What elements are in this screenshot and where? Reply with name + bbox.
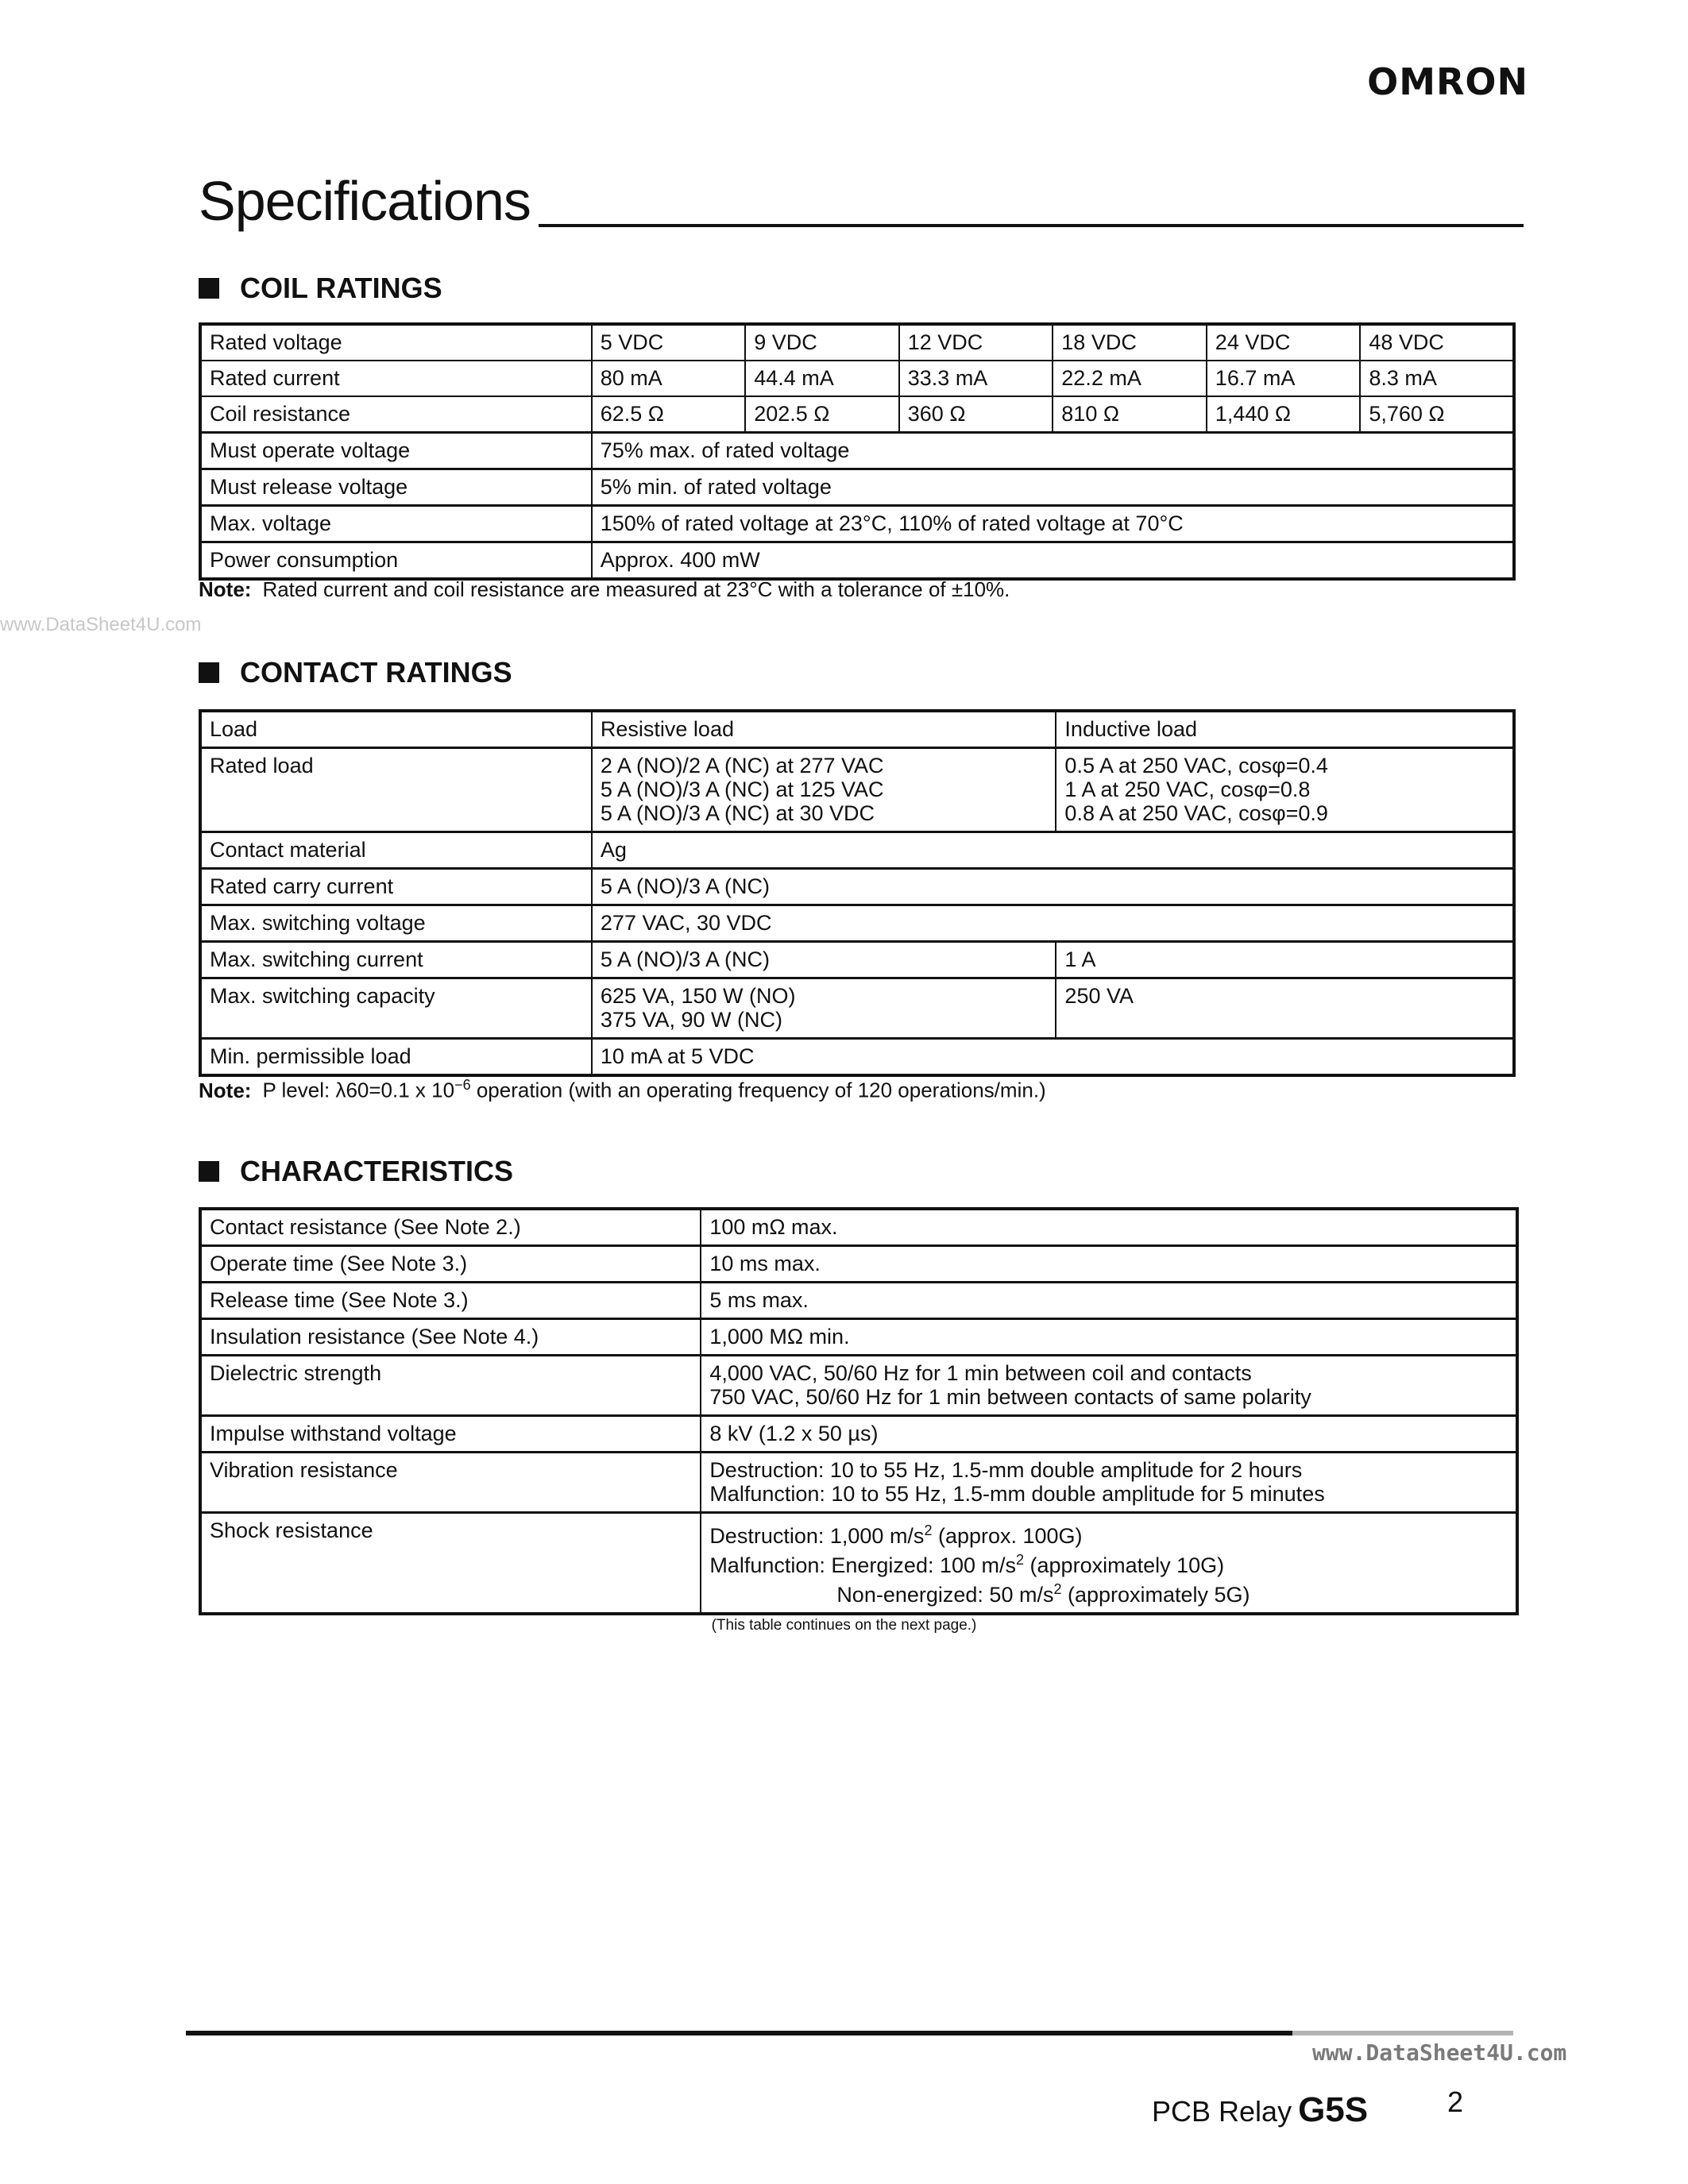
cell: 9 VDC xyxy=(745,324,899,361)
row-label: Max. switching voltage xyxy=(200,905,592,942)
table-row xyxy=(200,942,1514,978)
shock-line-1b: (approx. 100G) xyxy=(932,1524,1083,1548)
row-label: Insulation resistance (See Note 4.) xyxy=(200,1319,701,1356)
row-label: Impulse withstand voltage xyxy=(200,1416,701,1453)
cell-line: 375 VA, 90 W (NC) xyxy=(600,1008,782,1032)
table-row xyxy=(200,469,1514,506)
cell: 10 mA at 5 VDC xyxy=(592,1039,1514,1076)
table-row xyxy=(200,1319,1517,1356)
shock-line-3b: (approximately 5G) xyxy=(1061,1583,1250,1607)
table-row xyxy=(200,1453,1517,1513)
table-row xyxy=(200,433,1514,469)
cell: 62.5 Ω xyxy=(592,396,746,433)
page-number: 2 xyxy=(1447,2086,1464,2118)
note-text: Rated current and coil resistance are measured at 23°C with a tolerance of ±10%. xyxy=(262,577,1010,601)
contact-ratings-note xyxy=(199,1077,1046,1103)
row-label: Max. voltage xyxy=(200,506,592,542)
cell-line: 625 VA, 150 W (NO) xyxy=(600,984,796,1008)
column-header: Inductive load xyxy=(1056,711,1514,748)
cell: 1,000 MΩ min. xyxy=(701,1319,1517,1356)
cell xyxy=(1056,748,1514,832)
table-row xyxy=(200,324,1514,361)
cell xyxy=(701,1356,1517,1416)
footer-rule xyxy=(186,2031,1292,2035)
cell-line: 2 A (NO)/2 A (NC) at 277 VAC xyxy=(600,754,884,778)
characteristics-title: CHARACTERISTICS xyxy=(240,1155,514,1187)
cell-line: 750 VAC, 50/60 Hz for 1 min between contacts of same polarity xyxy=(709,1385,1311,1409)
row-label: Contact material xyxy=(200,832,592,869)
table-row xyxy=(200,905,1514,942)
cell: 12 VDC xyxy=(899,324,1053,361)
cell: 80 mA xyxy=(592,361,746,396)
table-row xyxy=(200,832,1514,869)
shock-line-2a: Malfunction: Energized: 100 m/s xyxy=(709,1553,1017,1577)
cell: Approx. 400 mW xyxy=(592,542,1514,580)
cell: 5 VDC xyxy=(592,324,746,361)
note-text-suffix: operation (with an operating frequency of 120 operations/min.) xyxy=(470,1078,1046,1102)
cell: 16.7 mA xyxy=(1207,361,1361,396)
table-row xyxy=(200,1209,1517,1246)
table-row xyxy=(200,1246,1517,1283)
row-label: Release time (See Note 3.) xyxy=(200,1283,701,1319)
shock-line-2b: (approximately 10G) xyxy=(1024,1553,1225,1577)
row-label: Rated voltage xyxy=(200,324,592,361)
table-row xyxy=(200,1356,1517,1416)
note-label: Note: xyxy=(199,577,252,601)
watermark-right: www.DataSheet4U.com xyxy=(1312,2039,1567,2066)
cell: 10 ms max. xyxy=(701,1246,1517,1283)
cell: 75% max. of rated voltage xyxy=(592,433,1514,469)
characteristics-table xyxy=(199,1207,1519,1615)
table-row xyxy=(200,978,1514,1039)
cell-line: Destruction: 10 to 55 Hz, 1.5-mm double amplitude for 2 hours xyxy=(709,1458,1303,1482)
row-label: Operate time (See Note 3.) xyxy=(200,1246,701,1283)
cell: 1,440 Ω xyxy=(1207,396,1361,433)
cell-line: 0.8 A at 250 VAC, cosφ=0.9 xyxy=(1064,801,1328,825)
coil-ratings-note xyxy=(199,577,1010,602)
note-text: P level: λ60=0.1 x 10 xyxy=(262,1078,455,1102)
cell: 8 kV (1.2 x 50 µs) xyxy=(701,1416,1517,1453)
cell-line xyxy=(709,1548,1508,1577)
column-header: Resistive load xyxy=(592,711,1056,748)
bullet-square-icon xyxy=(199,278,219,299)
contact-ratings-table xyxy=(199,709,1516,1077)
cell: 44.4 mA xyxy=(745,361,899,396)
cell: 100 mΩ max. xyxy=(701,1209,1517,1246)
note-exponent: −6 xyxy=(454,1077,471,1093)
row-label: Contact resistance (See Note 2.) xyxy=(200,1209,701,1246)
title-rule xyxy=(539,224,1524,227)
table-row xyxy=(200,1513,1517,1615)
row-label: Coil resistance xyxy=(200,396,592,433)
cell: 810 Ω xyxy=(1053,396,1207,433)
table-row xyxy=(200,396,1514,433)
table-row xyxy=(200,361,1514,396)
row-label: Must operate voltage xyxy=(200,433,592,469)
cell: 5 ms max. xyxy=(701,1283,1517,1319)
row-label: Rated current xyxy=(200,361,592,396)
table-row xyxy=(200,506,1514,542)
row-label: Shock resistance xyxy=(200,1513,701,1615)
table-row xyxy=(200,869,1514,905)
table-continues-note: (This table continues on the next page.) xyxy=(711,1617,977,1634)
table-row xyxy=(200,1039,1514,1076)
cell: 1 A xyxy=(1056,942,1514,978)
superscript: 2 xyxy=(1016,1552,1025,1568)
superscript: 2 xyxy=(1053,1581,1062,1597)
cell: 360 Ω xyxy=(899,396,1053,433)
cell: 5,760 Ω xyxy=(1360,396,1514,433)
cell-line: 5 A (NO)/3 A (NC) at 30 VDC xyxy=(600,801,875,825)
cell-line: 4,000 VAC, 50/60 Hz for 1 min between coil and contacts xyxy=(709,1361,1252,1385)
row-label: Vibration resistance xyxy=(200,1453,701,1513)
cell xyxy=(701,1453,1517,1513)
table-row xyxy=(200,1283,1517,1319)
row-label: Max. switching current xyxy=(200,942,592,978)
cell: 22.2 mA xyxy=(1053,361,1207,396)
row-label: Dielectric strength xyxy=(200,1356,701,1416)
cell: 18 VDC xyxy=(1053,324,1207,361)
product-name: PCB Relay xyxy=(1152,2095,1292,2128)
cell: 5 A (NO)/3 A (NC) xyxy=(592,942,1056,978)
watermark-left: www.DataSheet4U.com xyxy=(0,614,202,635)
bullet-square-icon xyxy=(199,1161,219,1182)
omron-logo: OMRON xyxy=(1367,60,1528,103)
row-label: Must release voltage xyxy=(200,469,592,506)
shock-line-1a: Destruction: 1,000 m/s xyxy=(709,1524,925,1548)
superscript: 2 xyxy=(924,1522,933,1538)
row-label: Load xyxy=(200,711,592,748)
coil-ratings-table xyxy=(199,322,1516,581)
row-label: Min. permissible load xyxy=(200,1039,592,1076)
page-title: Specifications xyxy=(199,170,531,232)
table-row xyxy=(200,748,1514,832)
cell xyxy=(592,978,1056,1039)
row-label: Rated carry current xyxy=(200,869,592,905)
cell-line: Malfunction: 10 to 55 Hz, 1.5-mm double amplitude for 5 minutes xyxy=(709,1482,1325,1506)
product-model: G5S xyxy=(1298,2090,1369,2129)
characteristics-heading xyxy=(199,1155,513,1188)
table-row xyxy=(200,542,1514,580)
cell: 24 VDC xyxy=(1207,324,1361,361)
cell: 33.3 mA xyxy=(899,361,1053,396)
cell xyxy=(592,748,1056,832)
table-row xyxy=(200,1416,1517,1453)
cell: 277 VAC, 30 VDC xyxy=(592,905,1514,942)
cell: Ag xyxy=(592,832,1514,869)
row-label: Rated load xyxy=(200,748,592,832)
contact-ratings-heading xyxy=(199,656,512,689)
cell: 150% of rated voltage at 23°C, 110% of rated voltage at 70°C xyxy=(592,506,1514,542)
cell: 48 VDC xyxy=(1360,324,1514,361)
cell-line: 0.5 A at 250 VAC, cosφ=0.4 xyxy=(1064,754,1328,778)
row-label: Power consumption xyxy=(200,542,592,580)
cell xyxy=(701,1513,1517,1615)
cell-line: 5 A (NO)/3 A (NC) at 125 VAC xyxy=(600,778,884,801)
cell: 202.5 Ω xyxy=(745,396,899,433)
cell: 5 A (NO)/3 A (NC) xyxy=(592,869,1514,905)
footer-product xyxy=(1152,2090,1368,2130)
cell-line xyxy=(709,1577,1508,1607)
note-label: Note: xyxy=(199,1078,252,1102)
footer-rule-light xyxy=(1292,2031,1513,2035)
cell-line xyxy=(709,1518,1508,1548)
cell: 250 VA xyxy=(1056,978,1514,1039)
cell-line: 1 A at 250 VAC, cosφ=0.8 xyxy=(1064,778,1311,801)
cell: 8.3 mA xyxy=(1360,361,1514,396)
cell: 5% min. of rated voltage xyxy=(592,469,1514,506)
table-row xyxy=(200,711,1514,748)
coil-ratings-title: COIL RATINGS xyxy=(240,272,442,304)
contact-ratings-title: CONTACT RATINGS xyxy=(240,656,512,689)
coil-ratings-heading xyxy=(199,272,442,305)
shock-line-3a: Non-energized: 50 m/s xyxy=(836,1583,1054,1607)
bullet-square-icon xyxy=(199,662,219,683)
row-label: Max. switching capacity xyxy=(200,978,592,1039)
